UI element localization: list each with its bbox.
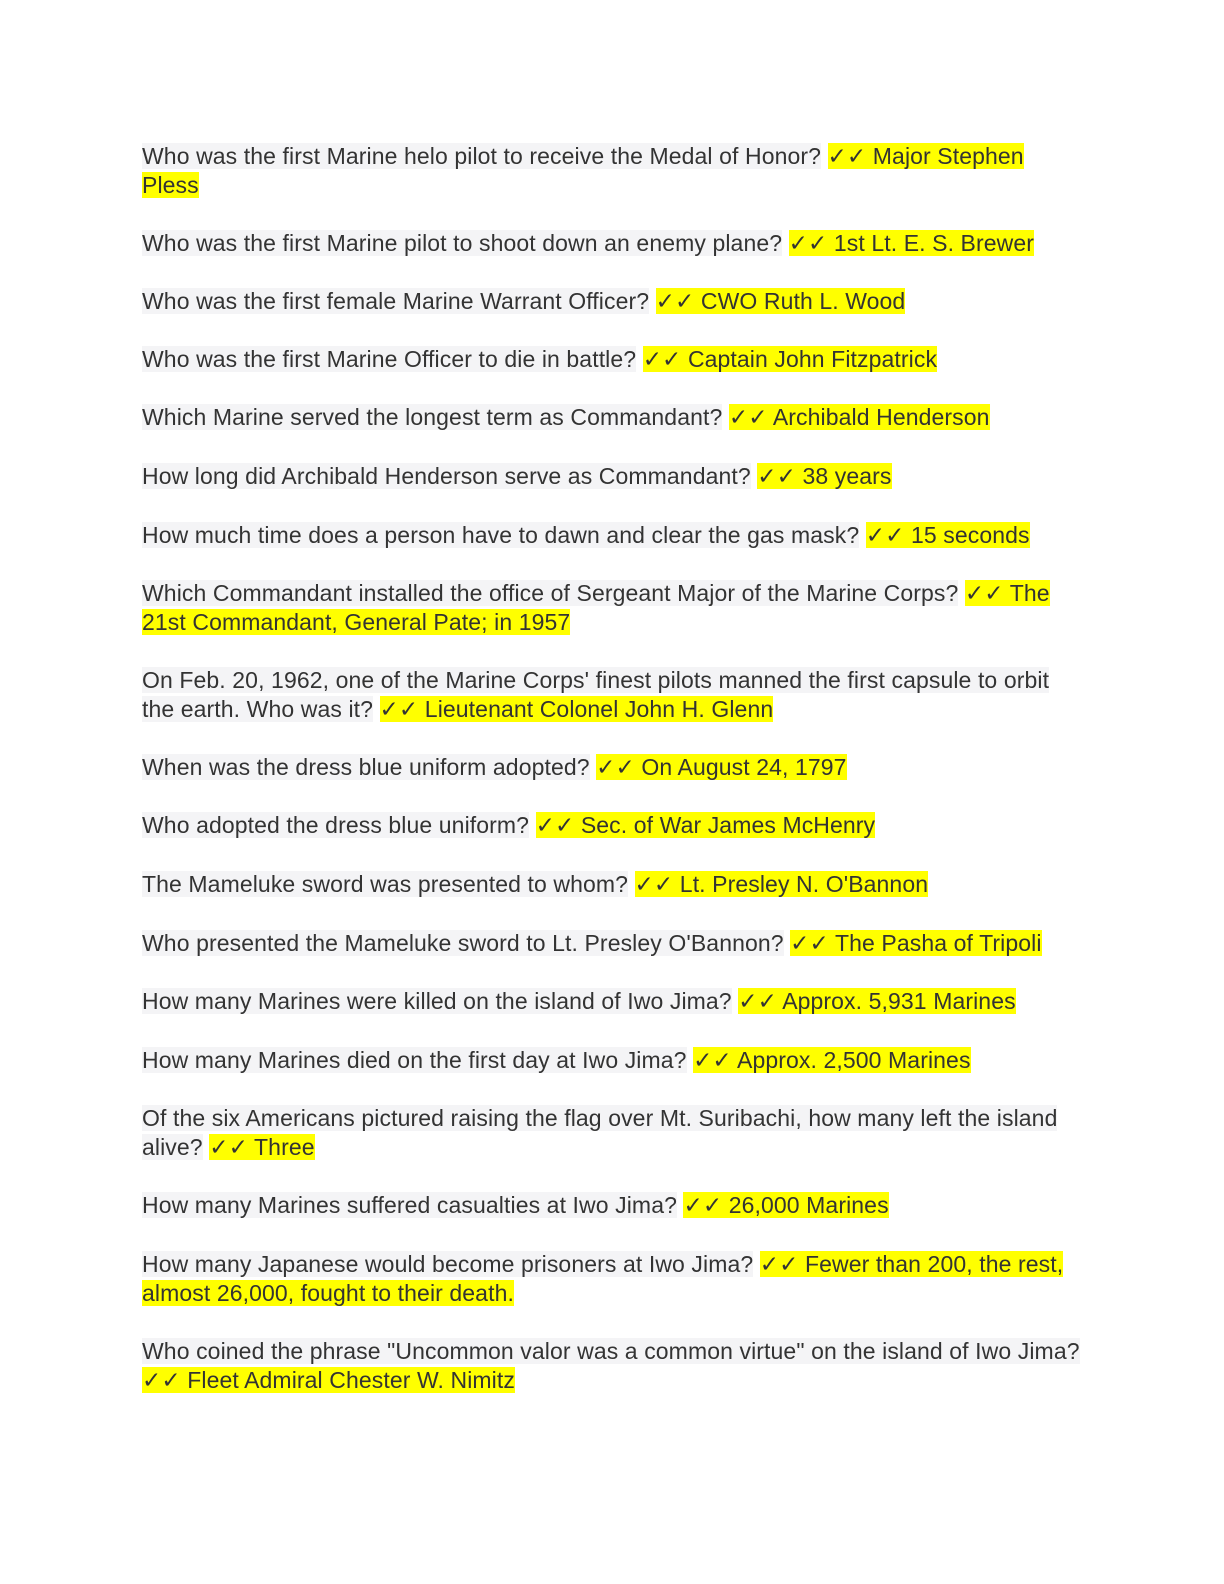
qa-item-19 <box>142 1337 1082 1395</box>
qa-item-14 <box>142 987 1082 1016</box>
check-mark-icon: ✓✓ <box>964 580 1004 606</box>
answer-highlight <box>656 288 906 314</box>
answer-text: 26,000 Marines <box>728 1192 889 1218</box>
check-mark-icon: ✓✓ <box>655 288 695 314</box>
answer-text: 15 seconds <box>910 522 1030 548</box>
qa-item-1 <box>142 142 1082 200</box>
qa-item-9 <box>142 666 1082 724</box>
answer-text: Captain John Fitzpatrick <box>687 346 938 372</box>
answer-highlight <box>380 696 774 722</box>
answer-highlight <box>790 930 1041 956</box>
answer-text: Lt. Presley N. O'Bannon <box>679 871 929 897</box>
question-text: How much time does a person have to dawn and clear the gas mask? <box>142 522 860 548</box>
check-mark-icon: ✓✓ <box>596 754 635 780</box>
answer-highlight <box>789 230 1034 256</box>
answer-text: Major Stephen Pless <box>142 143 1024 198</box>
question-text: Which Marine served the longest term as Commandant? <box>142 404 723 430</box>
question-text: Who presented the Mameluke sword to Lt. Presley O'Bannon? <box>142 930 784 956</box>
answer-highlight <box>683 1192 888 1218</box>
answer-highlight <box>729 404 990 430</box>
qa-item-12 <box>142 870 1082 899</box>
answer-text: 38 years <box>802 463 892 489</box>
answer-highlight <box>142 1367 515 1393</box>
question-text: Who was the first Marine helo pilot to receive the Medal of Honor? <box>142 143 822 169</box>
check-mark-icon: ✓✓ <box>738 988 777 1014</box>
qa-item-5 <box>142 403 1082 432</box>
answer-text: Fewer than 200, the rest, almost 26,000, fought to their death. <box>142 1251 1064 1306</box>
question-text: When was the dress blue uniform adopted? <box>142 754 590 780</box>
check-mark-icon: ✓✓ <box>379 696 419 722</box>
question-text: Who was the first female Marine Warrant Officer? <box>142 288 650 314</box>
check-mark-icon: ✓✓ <box>788 230 828 256</box>
qa-item-17 <box>142 1191 1082 1220</box>
answer-highlight <box>866 522 1030 548</box>
question-text: How many Japanese would become prisoners at Iwo Jima? <box>142 1251 754 1277</box>
question-text: Who was the first Marine pilot to shoot down an enemy plane? <box>142 230 783 256</box>
question-text: How many Marines suffered casualties at Iwo Jima? <box>142 1192 677 1218</box>
qa-item-16 <box>142 1104 1082 1162</box>
answer-text: On August 24, 1797 <box>641 754 847 780</box>
check-mark-icon: ✓✓ <box>827 143 867 169</box>
qa-item-18 <box>142 1250 1082 1308</box>
check-mark-icon: ✓✓ <box>634 871 674 897</box>
answer-text: The 21st Commandant, General Pate; in 1957 <box>142 580 1050 635</box>
answer-text: Approx. 2,500 Marines <box>737 1047 971 1073</box>
answer-text: Sec. of War James McHenry <box>580 812 876 838</box>
answer-text: The Pasha of Tripoli <box>834 930 1042 956</box>
question-text: Which Commandant installed the office of Sergeant Major of the Marine Corps? <box>142 580 959 606</box>
check-mark-icon: ✓✓ <box>790 930 829 956</box>
qa-item-4 <box>142 345 1082 374</box>
answer-text: Approx. 5,931 Marines <box>782 988 1016 1014</box>
question-text: Who adopted the dress blue uniform? <box>142 812 530 838</box>
check-mark-icon: ✓✓ <box>209 1134 248 1160</box>
qa-item-11 <box>142 811 1082 840</box>
answer-text: Archibald Henderson <box>772 404 990 430</box>
qa-item-13 <box>142 929 1082 958</box>
check-mark-icon: ✓✓ <box>759 1251 799 1277</box>
answer-highlight <box>693 1047 971 1073</box>
answer-highlight <box>635 871 929 897</box>
check-mark-icon: ✓✓ <box>728 404 768 430</box>
document-page <box>142 142 1082 1424</box>
answer-text: Three <box>254 1134 315 1160</box>
check-mark-icon: ✓✓ <box>683 1192 723 1218</box>
answer-highlight <box>536 812 876 838</box>
answer-highlight <box>738 988 1016 1014</box>
qa-item-8 <box>142 579 1082 637</box>
question-text: How many Marines were killed on the island of Iwo Jima? <box>142 988 732 1014</box>
question-text: Who was the first Marine Officer to die in battle? <box>142 346 637 372</box>
answer-text: Fleet Admiral Chester W. Nimitz <box>187 1367 515 1393</box>
qa-item-10 <box>142 753 1082 782</box>
answer-text: Lieutenant Colonel John H. Glenn <box>424 696 774 722</box>
check-mark-icon: ✓✓ <box>757 463 796 489</box>
question-text: How long did Archibald Henderson serve as Commandant? <box>142 463 751 489</box>
check-mark-icon: ✓✓ <box>142 1367 181 1393</box>
answer-highlight <box>643 346 937 372</box>
check-mark-icon: ✓✓ <box>693 1047 732 1073</box>
question-text: Of the six Americans pictured raising the flag over Mt. Suribachi, how many left the island alive? <box>142 1105 1058 1160</box>
qa-item-7 <box>142 521 1082 550</box>
qa-item-15 <box>142 1046 1082 1075</box>
check-mark-icon: ✓✓ <box>865 522 905 548</box>
answer-text: CWO Ruth L. Wood <box>700 288 906 314</box>
answer-text: 1st Lt. E. S. Brewer <box>833 230 1035 256</box>
question-text: Who coined the phrase "Uncommon valor was a common virtue" on the island of Iwo Jima? <box>142 1338 1080 1364</box>
answer-highlight <box>596 754 846 780</box>
qa-item-2 <box>142 229 1082 258</box>
check-mark-icon: ✓✓ <box>535 812 575 838</box>
answer-highlight <box>757 463 891 489</box>
qa-item-3 <box>142 287 1082 316</box>
question-text: On Feb. 20, 1962, one of the Marine Corps' finest pilots manned the first capsule to orbit the earth. Who was it? <box>142 667 1050 722</box>
question-text: How many Marines died on the first day at Iwo Jima? <box>142 1047 687 1073</box>
check-mark-icon: ✓✓ <box>642 346 682 372</box>
qa-item-6 <box>142 462 1082 491</box>
question-text: The Mameluke sword was presented to whom? <box>142 871 629 897</box>
answer-highlight <box>209 1134 314 1160</box>
